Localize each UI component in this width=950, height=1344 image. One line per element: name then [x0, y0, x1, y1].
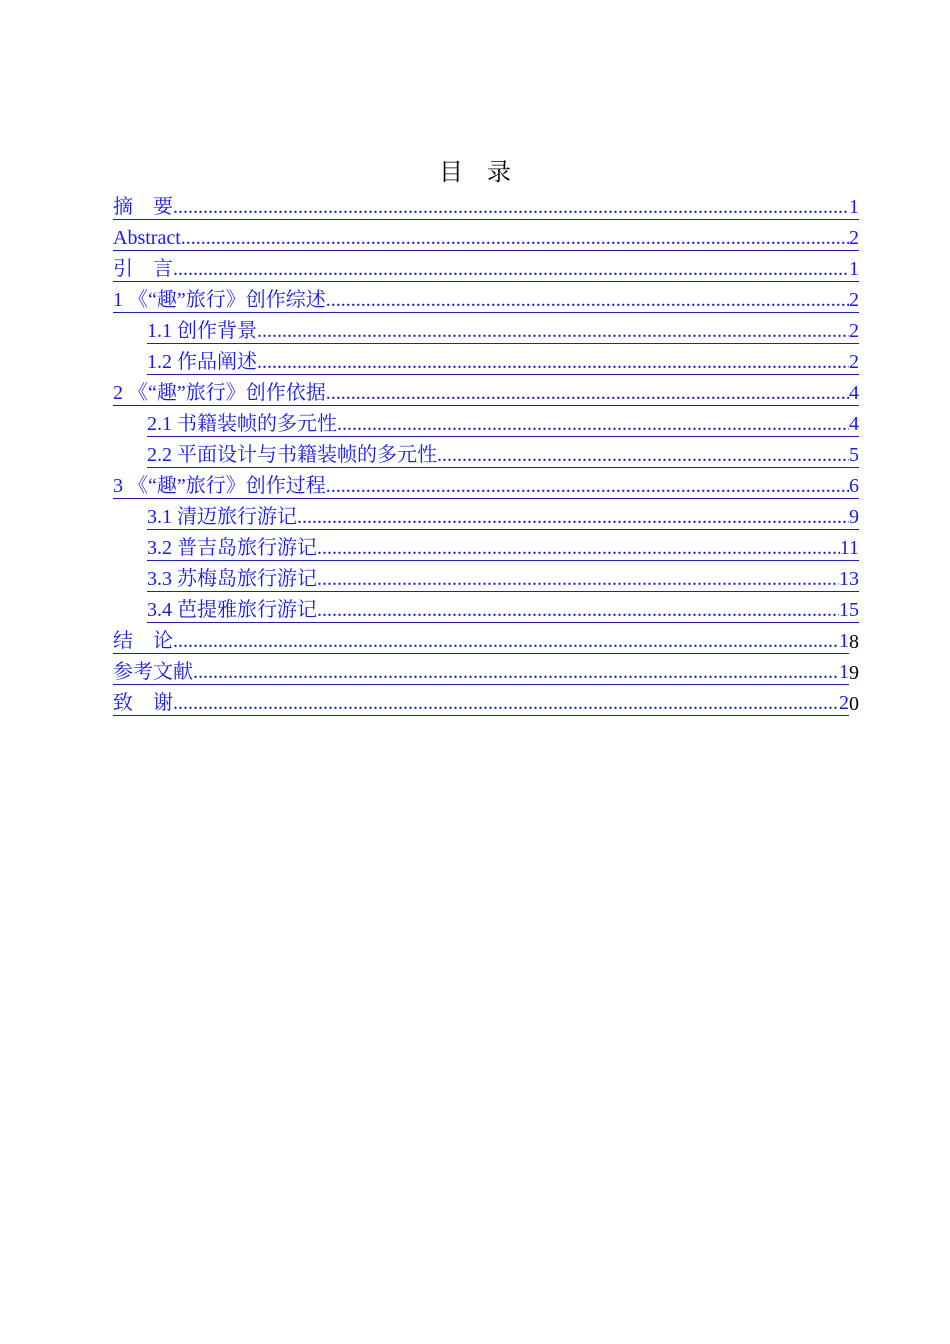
toc-entry-label: 引 言	[113, 258, 173, 280]
toc-dot-leader	[317, 598, 839, 622]
toc-dot-leader	[326, 474, 849, 498]
toc-link-section-2-2[interactable]	[147, 443, 859, 468]
toc-entry-page: 5	[849, 444, 859, 466]
toc-entry-conclusion	[113, 623, 859, 654]
page-title	[0, 156, 950, 188]
toc-entry-label: 2.1 书籍装帧的多元性	[147, 413, 337, 435]
toc-dot-leader	[337, 412, 849, 436]
toc-entry-label: 2 《“趣”旅行》创作依据	[113, 382, 326, 404]
toc-entry-label: 3.3 苏梅岛旅行游记	[147, 568, 317, 590]
toc-link-conclusion[interactable]	[113, 629, 849, 654]
toc-entry-section-2-2	[113, 437, 859, 468]
toc-entry-label: 致 谢	[113, 692, 173, 714]
toc-dot-leader	[193, 660, 839, 684]
toc-link-references[interactable]	[113, 660, 849, 685]
toc-link-section-3-2[interactable]	[147, 536, 859, 561]
toc-entry-acknowledgements	[113, 685, 859, 716]
toc-entry-label: 3.1 清迈旅行游记	[147, 506, 297, 528]
toc-entry-section-3-4	[113, 592, 859, 623]
toc-entry-label: 1.2 作品阐述	[147, 351, 257, 373]
toc-entry-label: 结 论	[113, 630, 173, 652]
toc-link-section-3-3[interactable]	[147, 567, 859, 592]
toc-entry-page: 2	[849, 320, 859, 342]
toc-entry-chapter-3	[113, 468, 859, 499]
toc-entry-page: 2	[849, 289, 859, 311]
toc-entry-page: 11	[839, 537, 859, 559]
toc-entry-label: 摘 要	[113, 196, 173, 218]
toc-entry-page: 1	[849, 258, 859, 280]
toc-dot-leader	[173, 629, 839, 653]
toc-entry-page-tail: 8	[849, 631, 859, 653]
toc-entry-references	[113, 654, 859, 685]
toc-entry-label: Abstract	[113, 227, 181, 249]
table-of-contents	[113, 189, 859, 716]
toc-link-abstract-cn[interactable]	[113, 195, 859, 220]
toc-entry-introduction	[113, 251, 859, 282]
toc-link-abstract-en[interactable]	[113, 226, 859, 251]
toc-link-section-3-1[interactable]	[147, 505, 859, 530]
toc-entry-section-1-2	[113, 344, 859, 375]
toc-entry-page: 4	[849, 382, 859, 404]
toc-link-section-2-1[interactable]	[147, 412, 859, 437]
toc-entry-section-2-1	[113, 406, 859, 437]
toc-entry-abstract-cn	[113, 189, 859, 220]
toc-link-section-3-4[interactable]	[147, 598, 859, 623]
toc-entry-label: 3 《“趣”旅行》创作过程	[113, 475, 326, 497]
toc-entry-page: 15	[839, 599, 859, 621]
toc-entry-label: 3.4 芭提雅旅行游记	[147, 599, 317, 621]
page-title-char-2: 录	[487, 158, 511, 186]
toc-dot-leader	[326, 288, 849, 312]
toc-dot-leader	[437, 443, 849, 467]
toc-entry-abstract-en	[113, 220, 859, 251]
toc-entry-page: 13	[839, 568, 859, 590]
toc-entry-page: 6	[849, 475, 859, 497]
toc-entry-page: 1	[839, 630, 849, 652]
toc-entry-label: 1 《“趣”旅行》创作综述	[113, 289, 326, 311]
toc-entry-page: 4	[849, 413, 859, 435]
toc-dot-leader	[173, 257, 849, 281]
toc-entry-label: 参考文献	[113, 661, 193, 683]
toc-entry-chapter-1	[113, 282, 859, 313]
toc-entry-page: 2	[849, 351, 859, 373]
toc-dot-leader	[297, 505, 849, 529]
toc-entry-page-tail: 9	[849, 662, 859, 684]
toc-entry-section-3-2	[113, 530, 859, 561]
toc-entry-page: 2	[849, 227, 859, 249]
toc-dot-leader	[173, 195, 849, 219]
toc-dot-leader	[257, 319, 849, 343]
toc-entry-page: 9	[849, 506, 859, 528]
page-title-char-1: 目	[439, 158, 463, 186]
toc-dot-leader	[173, 691, 839, 715]
toc-entry-label: 2.2 平面设计与书籍装帧的多元性	[147, 444, 437, 466]
toc-link-acknowledgements[interactable]	[113, 691, 849, 716]
toc-entry-label: 1.1 创作背景	[147, 320, 257, 342]
toc-entry-section-3-1	[113, 499, 859, 530]
toc-dot-leader	[317, 536, 840, 560]
toc-dot-leader	[317, 567, 839, 591]
toc-entry-page: 1	[839, 661, 849, 683]
toc-link-chapter-1[interactable]	[113, 288, 859, 313]
toc-entry-page-tail: 0	[849, 693, 859, 715]
toc-dot-leader	[257, 350, 849, 374]
toc-entry-page: 2	[839, 692, 849, 714]
toc-link-chapter-3[interactable]	[113, 474, 859, 499]
toc-entry-section-1-1	[113, 313, 859, 344]
toc-entry-label: 3.2 普吉岛旅行游记	[147, 537, 317, 559]
toc-link-section-1-2[interactable]	[147, 350, 859, 375]
toc-link-chapter-2[interactable]	[113, 381, 859, 406]
toc-link-introduction[interactable]	[113, 257, 859, 282]
toc-entry-page: 1	[849, 196, 859, 218]
toc-dot-leader	[181, 226, 849, 250]
toc-link-section-1-1[interactable]	[147, 319, 859, 344]
toc-dot-leader	[326, 381, 849, 405]
toc-entry-chapter-2	[113, 375, 859, 406]
toc-entry-section-3-3	[113, 561, 859, 592]
